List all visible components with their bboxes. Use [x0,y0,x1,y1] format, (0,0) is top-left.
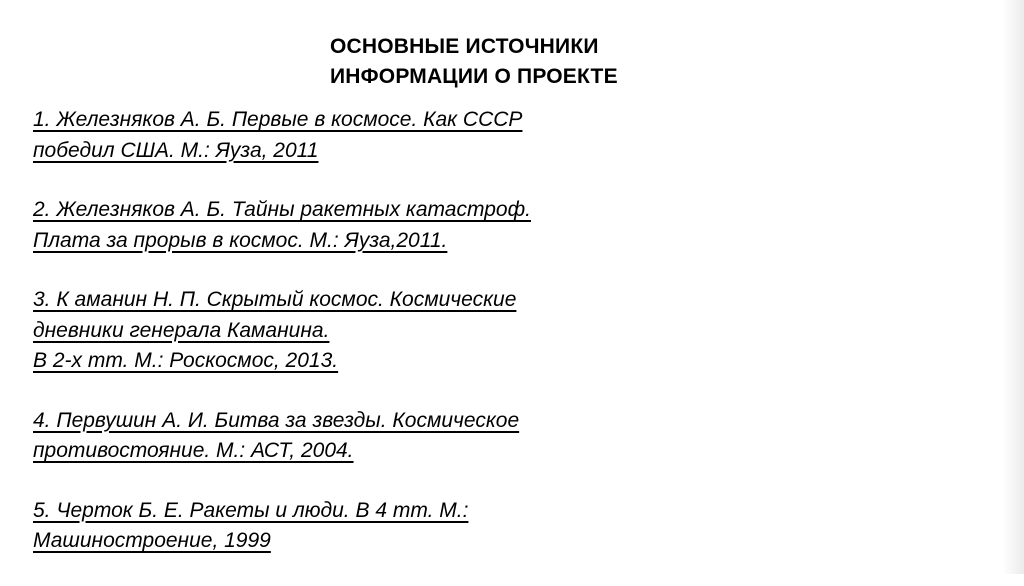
reference-5-line-2: Машиностроение, 1999 [33,529,271,552]
reference-item-5 [33,496,713,557]
reference-item-1 [33,105,713,166]
reference-5-line-1: 5. Черток Б. Е. Ракеты и люди. В 4 тт. М.: [33,498,469,522]
reference-3-line-3: В 2-х тт. М.: Роскосмос, 2013. [33,349,339,372]
reference-item-4 [33,406,713,467]
page-edge-shadow [1002,0,1024,574]
reference-3-line-2: дневники генерала Каманина. [33,318,330,342]
slide-title [330,32,750,92]
reference-3-line-1: 3. К аманин Н. П. Скрытый космос. Космические [33,288,517,311]
reference-4-line-1: 4. Первушин А. И. Битва за звезды. Космическое [33,408,520,432]
reference-4-line-2: противостояние. М.: АСТ, 2004. [33,439,354,462]
reference-1-line-2: победил США. М.: Яуза, 2011 [33,138,319,162]
reference-2-line-2: Плата за прорыв в космос. М.: Яуза,2011. [33,228,448,252]
slide-title-line-1: ОСНОВНЫЕ ИСТОЧНИКИ [330,35,599,58]
reference-2-line-1: 2. Железняков А. Б. Тайны ракетных катастроф. [33,198,531,221]
slide-title-line-2: ИНФОРМАЦИИ О ПРОЕКТЕ [330,65,618,88]
reference-item-3 [33,285,713,377]
reference-list [33,105,713,586]
reference-1-line-1: 1. Железняков А. Б. Первые в космосе. Как СССР [33,108,523,131]
reference-item-2 [33,195,713,256]
